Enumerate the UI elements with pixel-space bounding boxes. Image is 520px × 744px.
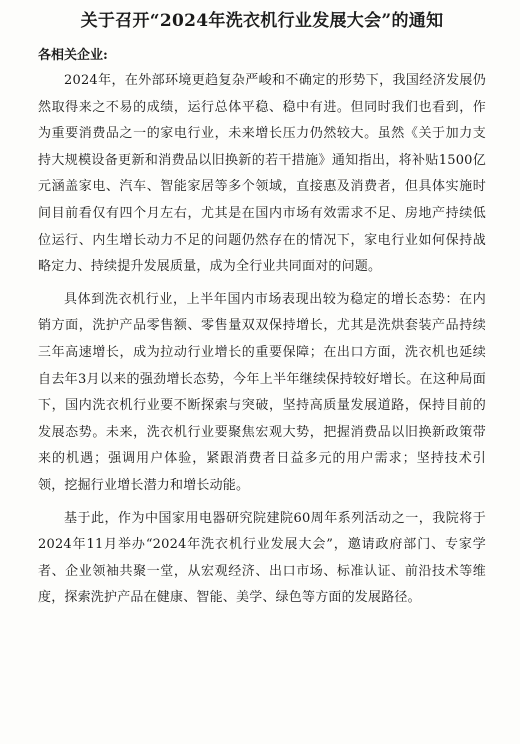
paragraph-2: 具体到洗衣机行业，上半年国内市场表现出较为稳定的增长态势：在内销方面，洗护产品零售额、零售量双双保持增长，尤其是洗烘套装产品持续三年高速增长，成为拉动行业增长的重要保障；在出口方面，洗衣机也延续自去年3月以来的强劲增长态势，今年上半年继续保持较好增长。在这种局面下，国内洗衣机行业要不断探索与突破，坚持高质量发展道路，保持目前的发展态势。未来，洗衣机行业要聚焦宏观大势，把握消费品以旧换新政策带来的机遇；强调用户体验，紧跟消费者日益多元的用户需求；坚持技术引领，挖掘行业增长潜力和增长动能。 [38,291,486,493]
paragraph-3: 基于此，作为中国家用电器研究院建院60周年系列活动之一，我院将于2024年11月举办“2024年洗衣机行业发展大会”，邀请政府部门、专家学者、企业领袖共聚一堂，从宏观经济、出口市场、标准认证、前沿技术等维度，探索洗护产品在健康、智能、美学、绿色等方面的发展路径。 [38,510,486,606]
paragraph-1: 2024年，在外部环境更趋复杂严峻和不确定的形势下，我国经济发展仍然取得来之不易的成绩，运行总体平稳、稳中有进。但同时我们也看到，作为重要消费品之一的家电行业，未来增长压力仍然较大。虽然《关于加力支持大规模设备更新和消费品以旧换新的若干措施》通知指出，将补贴1500亿元涵盖家电、汽车、智能家居等多个领域，直接惠及消费者，但具体实施时间目前看仅有四个月左右，尤其是在国内市场有效需求不足、房地产持续低位运行、内生增长动力不足的问题仍然存在的情况下，家电行业如何保持战略定力、持续提升发展质量，成为全行业共同面对的问题。 [38,73,486,275]
salutation: 各相关企业: [38,48,108,63]
document-title: 关于召开“2024年洗衣机行业发展大会”的通知 [80,11,444,31]
